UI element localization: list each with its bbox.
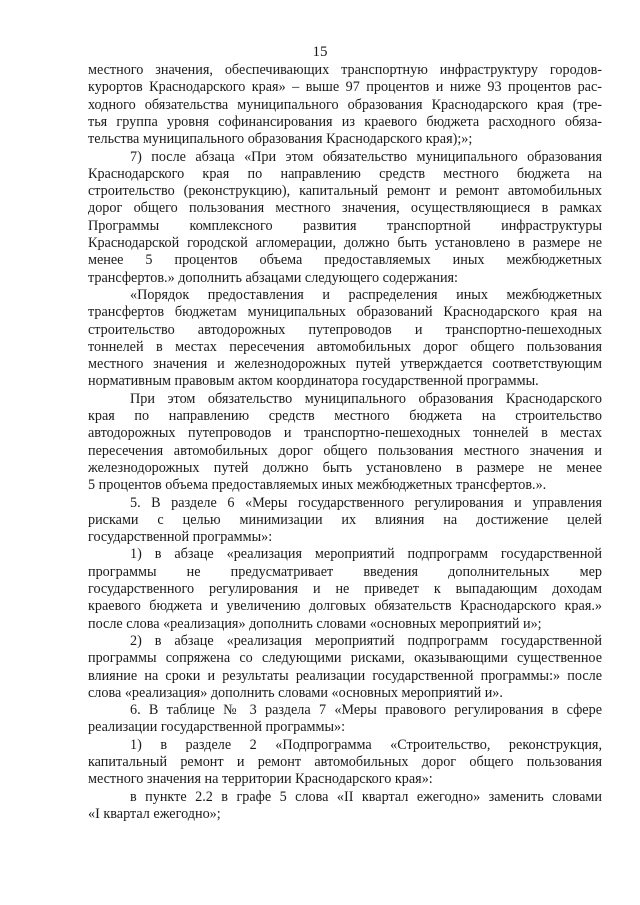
text-line: программы сопряжена со следующими рисками, оказывающими существенное [88, 650, 602, 667]
text-line: после слова «реализация» дополнить словами «основных мероприятий и»; [88, 615, 542, 632]
text-line: капитальный ремонт и ремонт автомобильных дорог общего пользования [88, 754, 602, 770]
text-line: государственной программы»: [88, 529, 273, 546]
text-line: края по направлению средств местного бюджета на строительство [88, 408, 602, 424]
text-line: в пункте 2.2 в графе 5 слова «II квартал ежегодно» заменить словами [130, 788, 602, 805]
text-line: «Порядок предоставления и распределения иных межбюджетных [130, 286, 602, 303]
text-line: слова «реализация» дополнить словами «основных мероприятий и». [88, 684, 503, 701]
text-line: краевого бюджета и увеличению долговых обязательств Краснодарского края.» [88, 598, 602, 615]
text-line: дорог общего пользования местного значения, осуществляющиеся в рамках [88, 200, 602, 217]
text-line: Краснодарского края по направлению средств местного бюджета на [88, 165, 602, 182]
text-line: пересечения автомобильных дорог общего пользования местного значения и [88, 442, 602, 459]
text-line: курортов Краснодарского края» – выше 97 процентов и ниже 93 процентов рас- [88, 79, 602, 96]
text-line: трансфертов.» дополнить абзацами следующего содержания: [88, 269, 459, 286]
text-line: 6. В таблице № 3 раздела 7 «Меры правового регулирования в сфере [130, 702, 602, 719]
text-line: При этом обязательство муниципального образования Краснодарского [130, 390, 602, 407]
text-line: 1) в разделе 2 «Подпрограмма «Строительство, реконструкция, [130, 736, 602, 753]
text-line: менее 5 процентов объема предоставляемых иных межбюджетных [88, 252, 602, 269]
text-line: влияние на сроки и результаты реализации государственной программы:» после [88, 667, 602, 684]
text-line: государственного регулирования и не приведет к выпадающим доходам [88, 581, 602, 597]
page-number: 15 [312, 44, 328, 60]
text-line: трансфертов бюджетам муниципальных образований Краснодарского края на [88, 304, 602, 321]
text-line: строительство автодорожных путепроводов и транспортно-пешеходных [88, 321, 602, 338]
text-line: нормативным правовым актом координатора государственной программы. [88, 373, 539, 390]
text-line: «I квартал ежегодно»; [88, 805, 221, 822]
text-line: Краснодарской городской агломерации, должно быть установлено в размере не [88, 235, 602, 251]
text-line: Программы комплексного развития транспортной инфраструктуры [88, 217, 602, 234]
text-line: местного значения и железнодорожных путей утверждается соответствующим [88, 356, 602, 373]
text-line: реализации государственной программы»: [88, 719, 346, 736]
text-line: тельства муниципального образования Краснодарского края);»; [88, 131, 473, 148]
text-line: программы не предусматривает введения дополнительных мер [88, 563, 602, 580]
text-line: тья группа уровня софинансирования из краевого бюджета расходного обяза- [88, 113, 602, 130]
text-line: 1) в абзаце «реализация мероприятий подпрограмм государственной [130, 546, 602, 563]
text-line: местного значения на территории Краснодарского края»: [88, 771, 433, 788]
text-line: местного значения, обеспечивающих транспортную инфраструктуру городов- [88, 62, 602, 78]
text-line: рисками с целью минимизации их влияния на достижение целей [88, 511, 602, 528]
text-line: 2) в абзаце «реализация мероприятий подпрограмм государственной [130, 632, 602, 649]
text-line: 7) после абзаца «При этом обязательство муниципального образования [130, 148, 602, 165]
text-line: тоннелей в местах пересечения автомобильных дорог общего пользования [88, 338, 602, 355]
text-line: строительство (реконструкцию), капитальный ремонт и ремонт автомобильных [88, 183, 602, 200]
text-line: 5. В разделе 6 «Меры государственного регулирования и управления [130, 494, 602, 511]
text-line: железнодорожных путей должно быть установлено в размере не менее [88, 459, 602, 476]
text-line: ходного обязательства муниципального образования Краснодарского края (тре- [88, 96, 602, 113]
text-line: 5 процентов объема предоставляемых иных межбюджетных трансфертов.». [88, 477, 547, 494]
text-line: автодорожных путепроводов и транспортно-пешеходных тоннелей в местах [88, 425, 602, 442]
